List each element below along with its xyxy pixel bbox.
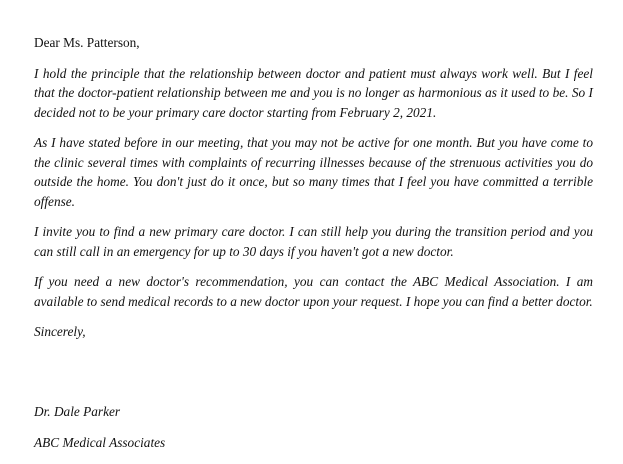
letter-body (34, 33, 593, 342)
paragraph-reason: As I have stated before in our meeting, that you may not be active for one month. But you have come to the clinic several times with complaints of recurring illnesses because of the strenuous activities you do outside the home. You don't just do it once, but so many times that I feel you have committed a terrible offense. (34, 135, 593, 209)
signature-organization: ABC Medical Associates (34, 434, 166, 450)
paragraph-recommendation: If you need a new doctor's recommendation, you can contact the ABC Medical Association. I am available to send medical records to a new doctor upon your request. I hope you can find a better doctor. (34, 274, 593, 309)
paragraph-notice: I hold the principle that the relationship between doctor and patient must always work well. But I feel that the doctor-patient relationship between me and you is no longer as harmonious as it used to be. So I decided not to be your primary care doctor starting from February 2, 2021. (34, 65, 593, 120)
closing: Sincerely, (34, 324, 86, 339)
signature-block (34, 402, 165, 452)
salutation: Dear Ms. Patterson, (34, 35, 140, 50)
signature-name: Dr. Dale Parker (34, 404, 121, 419)
paragraph-transition: I invite you to find a new primary care doctor. I can still help you during the transition period and you can still call in an emergency for up to 30 days if you haven't got a new doctor. (34, 224, 593, 259)
